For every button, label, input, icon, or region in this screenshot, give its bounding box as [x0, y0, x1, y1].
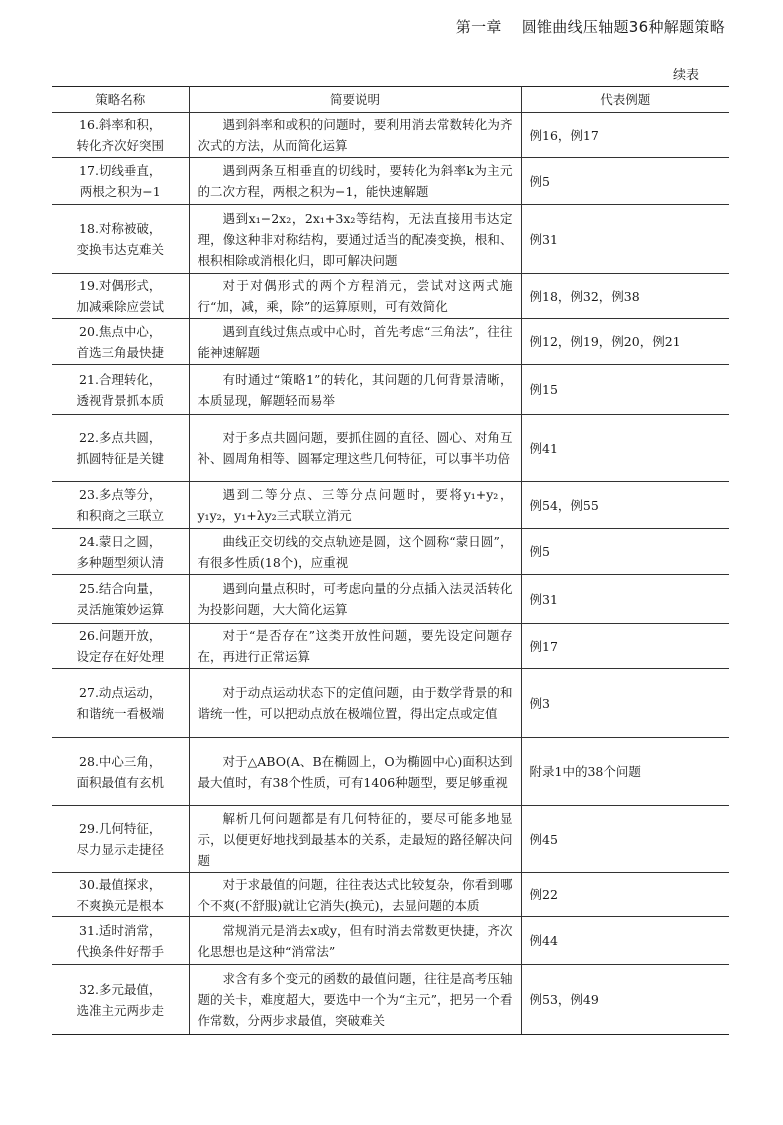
- table-row: [52, 415, 729, 482]
- strategy-description-cell: 解析几何问题都是有几何特征的，要尽可能多地显示，以便更好地找到最基本的关系，走最短的路径解决问题: [189, 806, 521, 873]
- strategy-name-line-1: 16.斜率和积，: [79, 117, 162, 132]
- strategy-name-line-2: 和谐统一看极端: [76, 706, 164, 721]
- representative-examples-cell: 例45: [521, 806, 729, 873]
- representative-examples-cell: 例31: [521, 205, 729, 274]
- column-header-name: 策略名称: [52, 87, 189, 113]
- strategy-description-cell: 遇到直线过焦点或中心时，首先考虑“三角法”，往往能神速解题: [189, 319, 521, 365]
- strategy-name-cell: [52, 319, 189, 365]
- table-row: [52, 205, 729, 274]
- strategy-name-cell: [52, 529, 189, 575]
- strategy-name-line-1: 24.蒙日之圆，: [79, 533, 162, 549]
- representative-examples-cell: 例5: [521, 158, 729, 205]
- strategy-description-cell: 对于多点共圆问题，要抓住圆的直径、圆心、对角互补、圆周角相等、圆幂定理这些几何特征，可以事半功倍: [189, 415, 521, 482]
- strategy-name-line-2: 两根之积为−1: [79, 184, 161, 199]
- strategy-name-line-1: 23.多点等分，: [79, 487, 162, 502]
- book-title: 圆锥曲线压轴题36种解题策略: [521, 18, 725, 36]
- strategy-name-line-1: 18.对称被破，: [79, 221, 162, 236]
- strategy-name-line-1: 29.几何特征，: [79, 821, 162, 836]
- representative-examples-cell: 例41: [521, 415, 729, 482]
- table-row: [52, 365, 729, 415]
- strategy-description-cell: 遇到二等分点、三等分点问题时，要将y₁+y₂，y₁y₂，y₁+λy₂三式联立消元: [189, 482, 521, 529]
- strategy-name-line-1: 21.合理转化，: [79, 371, 162, 387]
- table-row: [52, 274, 729, 319]
- table-header-row: [52, 87, 729, 113]
- table-row: [52, 806, 729, 873]
- strategy-description-cell: 对于动点运动状态下的定值问题，由于数学背景的和谐统一性，可以把动点放在极端位置，得出定点或定值: [189, 669, 521, 738]
- table-row: [52, 575, 729, 624]
- strategy-name-cell: [52, 365, 189, 415]
- strategy-name-line-2: 多种题型须认清: [76, 554, 164, 570]
- representative-examples-cell: 例31: [521, 575, 729, 624]
- strategy-description-cell: 遇到x₁−2x₂，2x₁+3x₂等结构，无法直接用韦达定理，像这种非对称结构，要通过适当的配凑变换，根和、根积相除或消根化归，即可解决问题: [189, 205, 521, 274]
- table-row: [52, 113, 729, 158]
- representative-examples-cell: 例16，例17: [521, 113, 729, 158]
- strategy-name-line-2: 变换韦达克难关: [76, 242, 164, 257]
- strategy-description-cell: 遇到两条互相垂直的切线时，要转化为斜率k为主元的二次方程，两根之积为−1，能快速解题: [189, 158, 521, 205]
- strategy-name-line-1: 28.中心三角，: [79, 753, 162, 769]
- strategy-description-cell: 遇到向量点积时，可考虑向量的分点插入法灵活转化为投影问题，大大简化运算: [189, 575, 521, 624]
- column-header-examples: 代表例题: [521, 87, 729, 113]
- strategy-description-cell: 对于对偶形式的两个方程消元，尝试对这两式施行“加，减，乘，除”的运算原则，可有效简化: [189, 274, 521, 319]
- table-row: [52, 624, 729, 669]
- representative-examples-cell: 例15: [521, 365, 729, 415]
- strategy-name-line-1: 22.多点共圆，: [79, 430, 162, 445]
- table-row: [52, 158, 729, 205]
- strategy-name-cell: [52, 917, 189, 965]
- table-row: [52, 965, 729, 1035]
- strategy-description-cell: 常规消元是消去x或y，但有时消去常数更快捷，齐次化思想也是这种“消常法”: [189, 917, 521, 965]
- strategy-name-line-2: 选准主元两步走: [76, 1002, 164, 1018]
- strategy-name-cell: [52, 205, 189, 274]
- strategy-name-line-2: 代换条件好帮手: [76, 943, 164, 959]
- representative-examples-cell: 例22: [521, 873, 729, 917]
- table-row: [52, 917, 729, 965]
- strategy-name-line-1: 17.切线垂直，: [79, 163, 162, 178]
- strategy-name-cell: [52, 482, 189, 529]
- strategy-description-cell: 对于△ABO(A、B在椭圆上，O为椭圆中心)面积达到最大值时，有38个性质，可有1406种题型，要足够重视: [189, 738, 521, 806]
- table-row: [52, 738, 729, 806]
- column-header-description: 简要说明: [189, 87, 521, 113]
- strategy-name-cell: [52, 806, 189, 873]
- table-row: [52, 669, 729, 738]
- strategy-name-cell: [52, 624, 189, 669]
- table-row: [52, 873, 729, 917]
- strategy-name-line-2: 设定存在好处理: [76, 649, 164, 664]
- running-header: [456, 16, 725, 37]
- representative-examples-cell: 例53，例49: [521, 965, 729, 1035]
- chapter-label: 第一章: [455, 18, 502, 36]
- strategy-name-line-2: 转化齐次好突围: [76, 138, 164, 153]
- strategy-name-line-2: 不爽换元是根本: [76, 897, 164, 913]
- table-row: [52, 319, 729, 365]
- representative-examples-cell: 例3: [521, 669, 729, 738]
- strategy-name-line-1: 27.动点运动，: [79, 685, 162, 700]
- strategy-name-line-1: 20.焦点中心，: [79, 323, 162, 339]
- strategy-description-cell: 曲线正交切线的交点轨迹是圆，这个圆称“蒙日圆”，有很多性质(18个)，应重视: [189, 529, 521, 575]
- strategy-description-cell: 有时通过“策略1”的转化，其问题的几何背景清晰，本质显现，解题轻而易举: [189, 365, 521, 415]
- strategy-name-line-2: 透视背景抓本质: [76, 392, 164, 408]
- strategy-description-cell: 对于求最值的问题，往往表达式比较复杂，你看到哪个不爽(不舒服)就让它消失(换元)，去显问题的本质: [189, 873, 521, 917]
- strategy-name-cell: [52, 415, 189, 482]
- strategy-name-line-2: 首选三角最快捷: [76, 344, 164, 360]
- strategy-name-line-2: 面积最值有玄机: [76, 774, 164, 790]
- strategy-name-cell: [52, 669, 189, 738]
- strategy-name-cell: [52, 738, 189, 806]
- strategy-name-line-1: 31.适时消常，: [79, 922, 162, 938]
- strategy-name-cell: [52, 965, 189, 1035]
- representative-examples-cell: 例12，例19，例20，例21: [521, 319, 729, 365]
- strategy-name-line-1: 30.最值探求，: [79, 876, 162, 892]
- strategy-name-cell: [52, 113, 189, 158]
- strategy-name-line-1: 32.多元最值，: [79, 981, 162, 997]
- representative-examples-cell: 例5: [521, 529, 729, 575]
- strategy-table: [52, 86, 729, 1035]
- representative-examples-cell: 附录1中的38个问题: [521, 738, 729, 806]
- table-row: [52, 529, 729, 575]
- strategy-name-cell: [52, 274, 189, 319]
- strategy-description-cell: 遇到斜率和或积的问题时，要利用消去常数转化为齐次式的方法，从而简化运算: [189, 113, 521, 158]
- strategy-name-line-2: 加减乘除应尝试: [76, 299, 164, 314]
- strategy-name-cell: [52, 575, 189, 624]
- strategy-name-line-1: 25.结合向量，: [79, 581, 162, 596]
- strategy-name-cell: [52, 158, 189, 205]
- strategy-name-line-2: 和积商之三联立: [76, 508, 164, 523]
- strategy-description-cell: 求含有多个变元的函数的最值问题，往往是高考压轴题的关卡，难度超大，要选中一个为“主元”，把另一个看作常数，分两步求最值，突破难关: [189, 965, 521, 1035]
- representative-examples-cell: 例54，例55: [521, 482, 729, 529]
- strategy-name-line-1: 26.问题开放，: [79, 628, 162, 643]
- representative-examples-cell: 例44: [521, 917, 729, 965]
- representative-examples-cell: 例18，例32，例38: [521, 274, 729, 319]
- strategy-name-line-2: 抓圆特征是关键: [76, 451, 164, 466]
- table-row: [52, 482, 729, 529]
- strategy-name-cell: [52, 873, 189, 917]
- strategy-name-line-1: 19.对偶形式，: [79, 278, 162, 293]
- continued-label: 续表: [672, 68, 699, 83]
- strategy-description-cell: 对于“是否存在”这类开放性问题，要先设定问题存在，再进行正常运算: [189, 624, 521, 669]
- representative-examples-cell: 例17: [521, 624, 729, 669]
- strategy-name-line-2: 灵活施策妙运算: [76, 602, 164, 617]
- strategy-name-line-2: 尽力显示走捷径: [76, 842, 164, 857]
